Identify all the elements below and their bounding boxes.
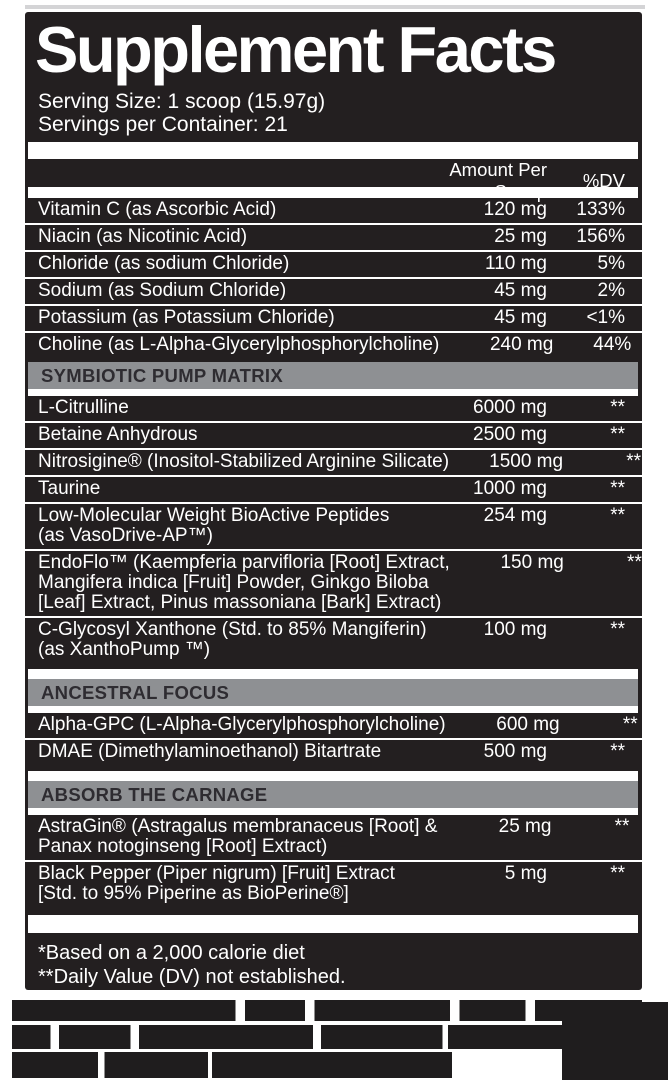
ingredient-dv: ** [622, 714, 638, 735]
section-rows [25, 713, 642, 765]
ingredient-name-line: Panax notoginseng [Root] Extract) [38, 836, 328, 857]
ingredient-name-line: Niacin (as Nicotinic Acid) [38, 226, 248, 247]
ingredient-row [25, 713, 642, 740]
ingredient-name-line: Taurine [38, 478, 101, 499]
ingredient-name [38, 281, 433, 301]
ingredient-name-line: Chloride (as sodium Chloride) [38, 253, 290, 274]
ingredient-name [38, 715, 446, 735]
ingredient-name [38, 254, 433, 274]
ingredient-name-line: Betaine Anhydrous [38, 424, 198, 445]
ingredient-name [38, 479, 433, 499]
ingredient-name-line: Mangifera indica [Fruit] Powder, Ginkgo Biloba [38, 572, 429, 593]
ingredient-amount: 600 mg [496, 714, 560, 735]
divider-bar-section [28, 669, 638, 679]
footnotes [25, 933, 642, 989]
ingredient-amount: 100 mg [483, 619, 547, 640]
ingredient-name-line: (as VasoDrive-AP™) [38, 525, 213, 546]
divider-bar-thin [28, 808, 638, 815]
ingredient-name-line: Nitrosigine® (Inositol-Stabilized Arginine Silicate) [38, 451, 450, 472]
ingredient-amount: 25 mg [498, 816, 552, 837]
ingredient-amount: 25 mg [494, 226, 547, 247]
ingredient-amount: 150 mg [500, 552, 564, 573]
section-header: ABSORB THE CARNAGE [28, 781, 638, 808]
ingredient-name-line: [Leaf] Extract, Pinus massoniana [Bark] Extract) [38, 592, 442, 613]
divider-bar-footnotes [28, 915, 638, 933]
ingredient-name [38, 452, 449, 472]
ingredient-name [38, 227, 433, 247]
ingredient-dv: ** [610, 741, 625, 762]
ingredient-row [25, 423, 642, 450]
ingredient-name [38, 425, 433, 445]
ingredient-row [25, 396, 642, 423]
ingredient-dv: ** [610, 619, 625, 640]
ingredient-name [38, 864, 433, 904]
ingredient-section [25, 362, 642, 663]
section-header: SYMBIOTIC PUMP MATRIX [28, 362, 638, 389]
ingredient-name-line: Potassium (as Potassium Chloride) [38, 307, 335, 328]
ingredient-name [38, 200, 433, 220]
ingredient-amount: 254 mg [483, 505, 547, 526]
section-rows [25, 396, 642, 663]
ingredient-dv: 44% [593, 334, 632, 355]
ingredient-amount: 45 mg [494, 280, 547, 301]
ingredient-row [25, 279, 642, 306]
ingredient-amount: 2500 mg [473, 424, 547, 445]
ingredient-name-line: Choline (as L-Alpha-Glycerylphosphorylcholine) [38, 334, 440, 355]
ingredient-amount: 110 mg [485, 253, 547, 274]
ingredient-name [38, 620, 433, 660]
ingredient-name-line: [Std. to 95% Piperine as BioPerine®] [38, 883, 349, 904]
ingredient-name-line: Alpha-GPC (L-Alpha-Glycerylphosphorylcholine) [38, 714, 446, 735]
ingredient-name [38, 817, 437, 857]
divider-bar-thin [28, 706, 638, 713]
divider-bar-thin [28, 389, 638, 396]
ingredient-name-line: Sodium (as Sodium Chloride) [38, 280, 287, 301]
footnote-calorie-diet: *Based on a 2,000 calorie diet [38, 942, 305, 964]
illegible-text-line [12, 1025, 564, 1049]
ingredient-row [25, 551, 642, 618]
ingredient-dv: <1% [586, 307, 625, 328]
ingredient-amount: 6000 mg [473, 397, 547, 418]
ingredient-name [38, 335, 439, 355]
ingredient-dv: 133% [576, 199, 625, 220]
ingredient-name-line: C-Glycosyl Xanthone (Std. to 85% Mangiferin) [38, 619, 427, 640]
ingredient-row [25, 225, 642, 252]
vitamins-rows [25, 198, 642, 358]
amount-column-header: Amount Per Scoop [449, 159, 547, 202]
section-header: ANCESTRAL FOCUS [28, 679, 638, 706]
ingredient-dv: 2% [597, 280, 625, 301]
ingredient-name [38, 742, 433, 762]
ingredient-dv: ** [614, 816, 630, 837]
top-divider-line [25, 5, 645, 9]
ingredient-amount: 1000 mg [473, 478, 547, 499]
ingredient-dv: ** [610, 397, 625, 418]
ingredient-dv: 156% [576, 226, 625, 247]
illegible-text-block [562, 1002, 668, 1080]
ingredient-dv: ** [626, 451, 642, 472]
serving-size-text: Serving Size: 1 scoop (15.97g) [38, 90, 326, 113]
ingredient-name [38, 398, 433, 418]
ingredient-sections [25, 362, 642, 907]
ingredient-dv: 5% [597, 253, 625, 274]
ingredient-amount: 1500 mg [489, 451, 564, 472]
ingredient-amount: 240 mg [489, 334, 554, 355]
ingredient-name-line: L-Citrulline [38, 397, 129, 418]
ingredient-dv: ** [627, 552, 642, 573]
ingredient-dv: ** [610, 863, 625, 884]
ingredient-amount: 5 mg [504, 863, 547, 884]
ingredient-name-line: Vitamin C (as Ascorbic Acid) [38, 199, 277, 220]
ingredient-row [25, 333, 642, 358]
ingredient-section [25, 669, 642, 765]
section-rows [25, 815, 642, 907]
ingredient-name [38, 506, 433, 546]
ingredient-row [25, 815, 642, 862]
ingredient-name-line: Low-Molecular Weight BioActive Peptides [38, 505, 390, 526]
divider-bar-thick [28, 142, 638, 159]
illegible-text-line [12, 1052, 452, 1078]
ingredient-amount: 45 mg [494, 307, 547, 328]
ingredient-row [25, 862, 642, 907]
ingredient-row [25, 450, 642, 477]
ingredient-row [25, 740, 642, 765]
ingredient-amount: 120 mg [483, 199, 547, 220]
ingredient-name-line: Black Pepper (Piper nigrum) [Fruit] Extract [38, 863, 395, 884]
servings-per-container-text: Servings per Container: 21 [38, 113, 288, 136]
ingredient-row [25, 618, 642, 663]
footnote-dv-not-established: **Daily Value (DV) not established. [38, 966, 346, 988]
column-headers [25, 159, 642, 202]
ingredient-name-line: (as XanthoPump ™) [38, 639, 211, 660]
ingredient-dv: ** [610, 478, 625, 499]
ingredient-amount: 500 mg [483, 741, 547, 762]
illegible-text-line [12, 1000, 642, 1021]
ingredient-name-line: EndoFlo™ (Kaempferia parvifloria [Root] Extract, [38, 552, 450, 573]
dv-column-header: %DV [582, 170, 625, 191]
panel-title: Supplement Facts [35, 13, 555, 86]
supplement-facts-panel [25, 12, 642, 990]
ingredient-dv: ** [610, 505, 625, 526]
divider-bar-section [28, 771, 638, 781]
ingredient-section [25, 771, 642, 907]
ingredient-dv: ** [610, 424, 625, 445]
ingredient-row [25, 504, 642, 551]
ingredient-name-line: DMAE (Dimethylaminoethanol) Bitartrate [38, 741, 382, 762]
ingredient-name-line: AstraGin® (Astragalus membranaceus [Root] & [38, 816, 438, 837]
ingredient-name [38, 308, 433, 328]
ingredient-row [25, 252, 642, 279]
ingredient-row [25, 306, 642, 333]
ingredient-name [38, 553, 450, 613]
ingredient-row [25, 477, 642, 504]
ingredient-row [25, 198, 642, 225]
